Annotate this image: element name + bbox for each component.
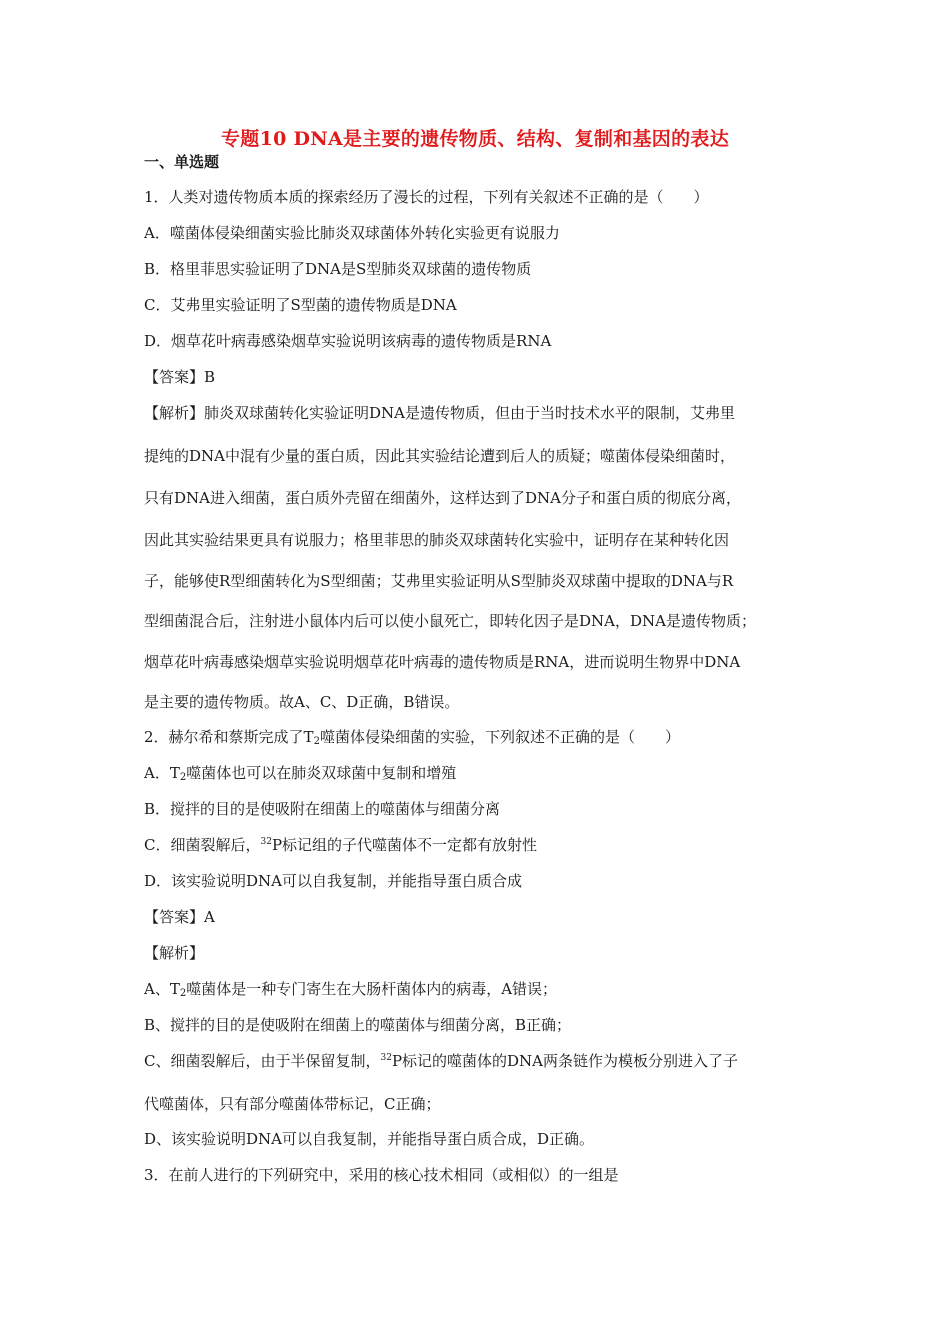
q2-option-c: C．细菌裂解后，$^{32}$P标记组的子代噬菌体不一定都有放射性 [144, 836, 538, 854]
q2-option-a: A．$T_2$噬菌体也可以在肺炎双球菌中复制和增殖 [144, 764, 457, 783]
q1-analysis-line: 提纯的DNA中混有少量的蛋白质，因此其实验结论遭到后人的质疑；噬菌体侵染细菌时， [144, 447, 735, 465]
q2-analysis-c: C、细菌裂解后，由于半保留复制，$^{32}$P标记的噬菌体的DNA两条链作为模板分别进入了子 [144, 1052, 739, 1070]
q1-answer: 【答案】B [144, 368, 216, 386]
q2-option-d: D．该实验说明DNA可以自我复制，并能指导蛋白质合成 [144, 872, 523, 890]
q1-analysis-line: 子，能够使R型细菌转化为S型细菌；艾弗里实验证明从S型肺炎双球菌中提取的DNA与R [144, 572, 734, 590]
q1-option-b: B．格里菲思实验证明了DNA是S型肺炎双球菌的遗传物质 [144, 260, 532, 278]
q2-option-b: B．搅拌的目的是使吸附在细菌上的噬菌体与细菌分离 [144, 800, 501, 818]
q1-option-a: A．噬菌体侵染细菌实验比肺炎双球菌体外转化实验更有说服力 [144, 224, 560, 242]
q2-stem: 2．赫尔希和蔡斯完成了$T_2$噬菌体侵染细菌的实验，下列叙述不正确的是（ ） [144, 728, 680, 747]
q3-stem: 3．在前人进行的下列研究中，采用的核心技术相同（或相似）的一组是 [144, 1166, 619, 1184]
q1-analysis-line: 是主要的遗传物质。故A、C、D正确，B错误。 [144, 693, 460, 711]
q2-analysis-c-cont: 代噬菌体，只有部分噬菌体带标记，C正确； [144, 1095, 441, 1113]
q1-analysis-line: 型细菌混合后，注射进小鼠体内后可以使小鼠死亡，即转化因子是DNA，DNA是遗传物质； [144, 612, 756, 630]
q1-analysis-line: 【解析】肺炎双球菌转化实验证明DNA是遗传物质，但由于当时技术水平的限制，艾弗里 [144, 404, 735, 422]
q1-stem: 1．人类对遗传物质本质的探索经历了漫长的过程，下列有关叙述不正确的是（ ） [144, 188, 709, 206]
q1-analysis-line: 只有DNA进入细菌，蛋白质外壳留在细菌外，这样达到了DNA分子和蛋白质的彻底分离， [144, 489, 741, 507]
document-title: 专题10 DNA是主要的遗传物质、结构、复制和基因的表达 [220, 128, 730, 150]
q2-answer: 【答案】A [144, 908, 215, 926]
q2-analysis-heading: 【解析】 [144, 944, 205, 962]
q1-option-c: C．艾弗里实验证明了S型菌的遗传物质是DNA [144, 296, 457, 314]
q1-option-d: D．烟草花叶病毒感染烟草实验说明该病毒的遗传物质是RNA [144, 332, 552, 350]
q2-analysis-a: A、$T_2$噬菌体是一种专门寄生在大肠杆菌体内的病毒，A错误； [144, 980, 558, 999]
q2-analysis-b: B、搅拌的目的是使吸附在细菌上的噬菌体与细菌分离，B正确； [144, 1016, 572, 1034]
q2-analysis-d: D、该实验说明DNA可以自我复制，并能指导蛋白质合成，D正确。 [144, 1130, 595, 1148]
q1-analysis-line: 因此其实验结果更具有说服力；格里菲思的肺炎双球菌转化实验中，证明存在某种转化因 [144, 531, 730, 549]
section-heading: 一、单选题 [144, 153, 220, 171]
q1-analysis-line: 烟草花叶病毒感染烟草实验说明烟草花叶病毒的遗传物质是RNA，进而说明生物界中DNA [144, 653, 741, 671]
